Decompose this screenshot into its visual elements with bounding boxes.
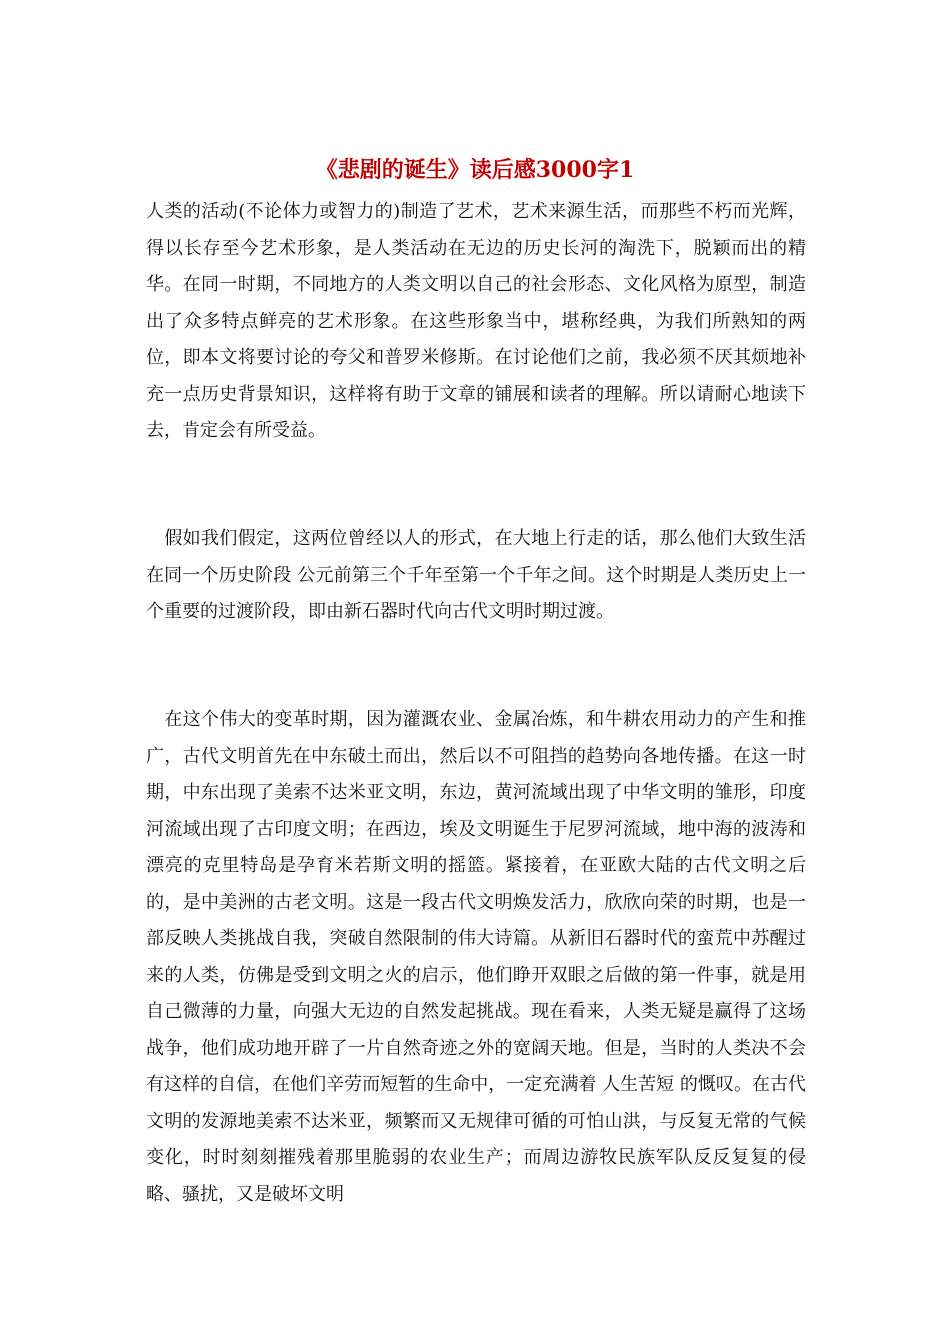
paragraph-ancient-civilizations: 在这个伟大的变革时期，因为灌溉农业、金属冶炼，和牛耕农用动力的产生和推广，古代文明首先在中东破土而出，然后以不可阻挡的趋势向各地传播。在这一时期，中东出现了美索不达米亚文明，东边，黄河流域出现了中华文明的雏形，印度河流域出现了古印度文明；在西边，埃及文明诞生于尼罗河流域，地中海的波涛和漂亮的克里特岛是孕育米若斯文明的摇篮。紧接着，在亚欧大陆的古代文明之后的，是中美洲的古老文明。这是一段古代文明焕发活力，欣欣向荣的时期，也是一部反映人类挑战自我，突破自然限制的伟大诗篇。从新旧石器时代的蛮荒中苏醒过来的人类，仿佛是受到文明之火的启示，他们睁开双眼之后做的第一件事，就是用自己微薄的力量，向强大无边的自然发起挑战。现在看来，人类无疑是赢得了这场战争，他们成功地开辟了一片自然奇迹之外的宽阔天地。但是，当时的人类决不会有这样的自信，在他们辛劳而短暂的生命中，一定充满着 人生苦短 的慨叹。在古代文明的发源地美索不达米亚，频繁而又无规律可循的可怕山洪，与反复无常的气候变化，时时刻刻摧残着那里脆弱的农业生产；而周边游牧民族军队反反复复的侵略、骚扰，又是破坏文明	[146, 709, 806, 1205]
paragraph-intro: 人类的活动(不论体力或智力的)制造了艺术，艺术来源生活，而那些不朽而光辉，得以长存至今艺术形象，是人类活动在无边的历史长河的淘洗下，脱颖而出的精华。在同一时期，不同地方的人类文明以自己的社会形态、文化风格为原型，制造出了众多特点鲜亮的艺术形象。在这些形象当中，堪称经典，为我们所熟知的两位，即本文将要讨论的夸父和普罗米修斯。在讨论他们之前，我必须不厌其烦地补充一点历史背景知识，这样将有助于文章的铺展和读者的理解。所以请耐心地读下去，肯定会有所受益。	[146, 201, 806, 441]
paragraph-historical-period: 假如我们假定，这两位曾经以人的形式，在大地上行走的话，那么他们大致生活在同一个历史阶段 公元前第三个千年至第一个千年之间。这个时期是人类历史上一个重要的过渡阶段，即由新石器时代向古代文明时期过渡。	[146, 528, 806, 622]
document-title: 《悲剧的诞生》读后感3000字1	[315, 157, 635, 183]
